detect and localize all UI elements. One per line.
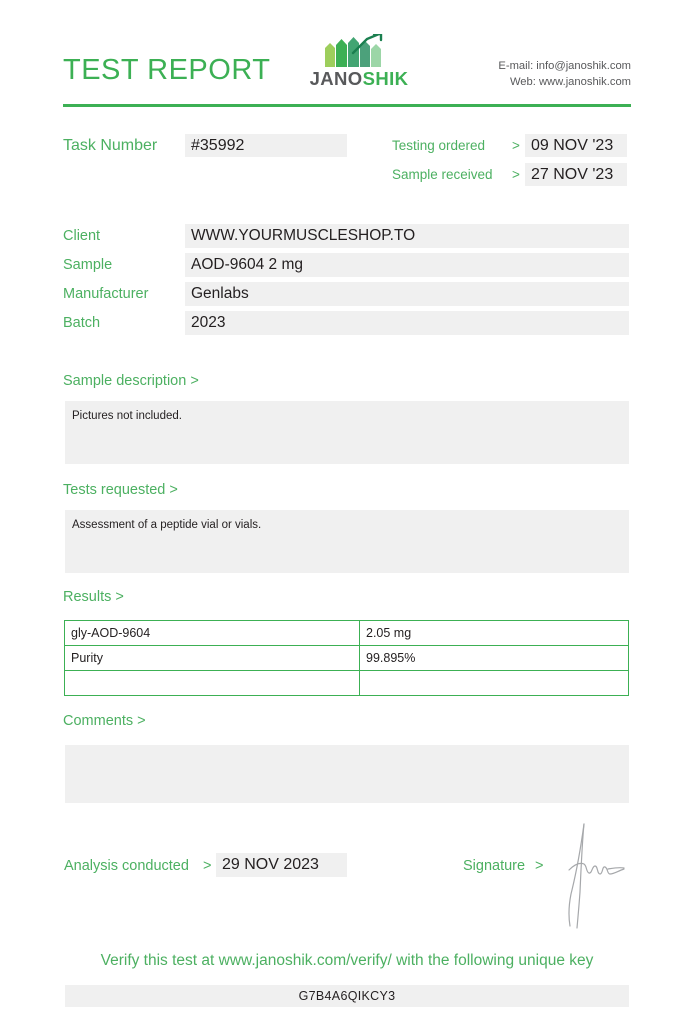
result-value xyxy=(360,671,629,696)
client-label: Client xyxy=(63,228,101,244)
analysis-conducted-value: 29 NOV 2023 xyxy=(216,853,347,877)
comments-box xyxy=(65,745,629,803)
bar-chart-logo-icon xyxy=(323,34,385,67)
tests-requested-box xyxy=(65,510,629,573)
header-divider xyxy=(63,104,631,107)
contact-email: E-mail: info@janoshik.com xyxy=(498,60,631,72)
task-number-label: Task Number xyxy=(63,137,158,154)
logo-wordmark xyxy=(295,68,423,90)
manufacturer-value: Genlabs xyxy=(185,282,629,306)
logo-word-shik: SHIK xyxy=(362,68,409,89)
signature-caret: > xyxy=(535,858,544,874)
contact-info xyxy=(498,58,631,90)
result-name: gly-AOD-9604 xyxy=(65,621,360,646)
contact-web: Web: www.janoshik.com xyxy=(509,76,631,88)
result-name: Purity xyxy=(65,646,360,671)
signature-label: Signature xyxy=(463,858,526,874)
result-value: 99.895% xyxy=(360,646,629,671)
tests-requested-text: Assessment of a peptide vial or vials. xyxy=(72,519,262,531)
batch-label: Batch xyxy=(63,315,101,331)
sample-received-label: Sample received xyxy=(392,167,493,182)
batch-value: 2023 xyxy=(185,311,629,335)
table-row xyxy=(65,621,629,646)
signature-icon xyxy=(548,822,658,932)
sample-value: AOD-9604 2 mg xyxy=(185,253,629,277)
testing-ordered-value: 09 NOV '23 xyxy=(525,134,627,157)
janoshik-logo xyxy=(295,34,423,96)
page-title: TEST REPORT xyxy=(63,54,271,86)
testing-ordered-caret: > xyxy=(512,138,520,153)
table-row xyxy=(65,646,629,671)
table-row xyxy=(65,671,629,696)
client-value: WWW.YOURMUSCLESHOP.TO xyxy=(185,224,629,248)
analysis-conducted-label: Analysis conducted xyxy=(64,858,189,874)
comments-heading: Comments > xyxy=(63,713,146,729)
sample-label: Sample xyxy=(63,257,113,273)
sample-description-heading: Sample description > xyxy=(63,373,199,389)
task-number-value: #35992 xyxy=(185,134,347,157)
results-heading: Results > xyxy=(63,589,124,605)
logo-word-jano: JANO xyxy=(309,68,363,89)
report-header xyxy=(63,34,631,96)
sample-received-caret: > xyxy=(512,167,520,182)
result-value: 2.05 mg xyxy=(360,621,629,646)
sample-description-text: Pictures not included. xyxy=(72,410,182,422)
analysis-conducted-caret: > xyxy=(203,858,212,874)
testing-ordered-label: Testing ordered xyxy=(392,138,486,153)
verify-key: G7B4A6QIKCY3 xyxy=(65,985,629,1007)
result-name xyxy=(65,671,360,696)
results-table xyxy=(64,620,629,696)
sample-description-box xyxy=(65,401,629,464)
manufacturer-label: Manufacturer xyxy=(63,286,149,302)
tests-requested-heading: Tests requested > xyxy=(63,482,178,498)
sample-received-value: 27 NOV '23 xyxy=(525,163,627,186)
verify-text: Verify this test at www.janoshik.com/verify/ with the following unique key xyxy=(100,952,594,969)
